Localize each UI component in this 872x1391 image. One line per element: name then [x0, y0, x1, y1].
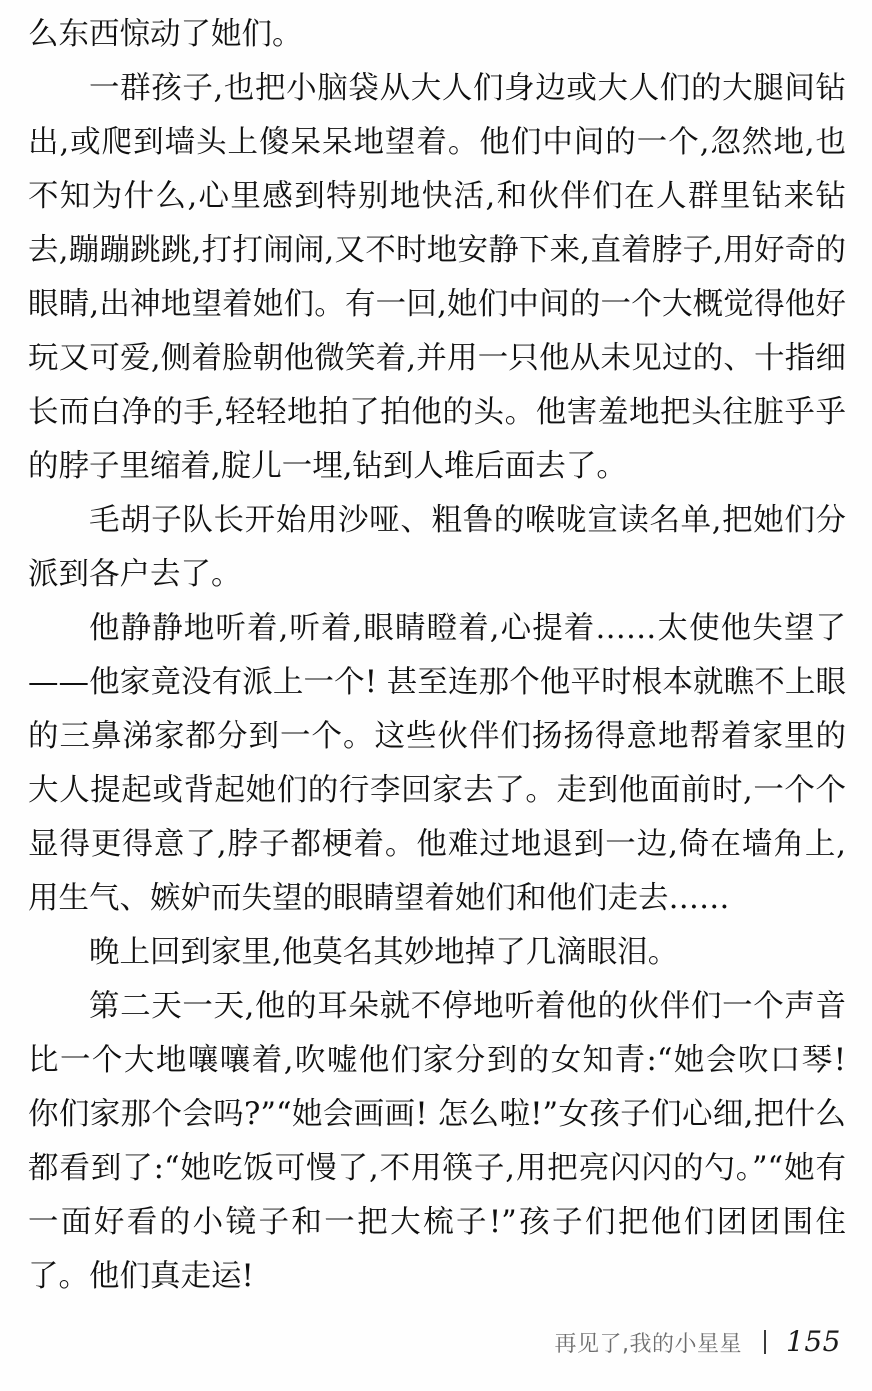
paragraph-5: 晚上回到家里,他莫名其妙地掉了几滴眼泪。	[89, 935, 679, 970]
paragraph-1: 么东西惊动了她们。	[28, 17, 303, 52]
footer-separator-rule	[764, 1330, 766, 1354]
page-footer	[0, 1325, 872, 1369]
page-number: 155	[786, 1325, 841, 1358]
footer-chapter-title: 再见了,我的小星星	[554, 1332, 742, 1357]
paragraph-2: 一群孩子,也把小脑袋从大人们身边或大人们的大腿间钻出,或爬到墙头上傻呆呆地望着。他们中间的一个,忽然地,也不知为什么,心里感到特别地快活,和伙伴们在人群里钻来钻去,蹦蹦跳跳,打打闹闹,又不时地安静下来,直着脖子,用好奇的眼睛,出神地望着她们。有一回,她们中间的一个大概觉得他好玩又可爱,侧着脸朝他微笑着,并用一只他从未见过的、十指细长而白净的手,轻轻地拍了拍他的头。他害羞地把头往脏乎乎的脖子里缩着,腚儿一埋,钻到人堆后面去了。	[28, 71, 846, 484]
paragraph-4: 他静静地听着,听着,眼睛瞪着,心提着……太使他失望了——他家竟没有派上一个! 甚至连那个他平时根本就瞧不上眼的三鼻涕家都分到一个。这些伙伴们扬扬得意地帮着家里的大人提起或背起她们的行李回家去了。走到他面前时,一个个显得更得意了,脖子都梗着。他难过地退到一边,倚在墙角上,用生气、嫉妒而失望的眼睛望着她们和他们走去……	[28, 611, 846, 916]
paragraph-3: 毛胡子队长开始用沙哑、粗鲁的喉咙宣读名单,把她们分派到各户去了。	[28, 503, 846, 592]
paragraph-6: 第二天一天,他的耳朵就不停地听着他的伙伴们一个声音比一个大地嚷嚷着,吹嘘他们家分到的女知青:“她会吹口琴! 你们家那个会吗?”“她会画画! 怎么啦!”女孩子们心细,把什么都看到了:“她吃饭可慢了,不用筷子,用把亮闪闪的勺。”“她有一面好看的小镜子和一把大梳子!”孩子们把他们团团围住了。他们真走运!	[28, 989, 846, 1294]
body-text-column	[28, 8, 846, 1304]
